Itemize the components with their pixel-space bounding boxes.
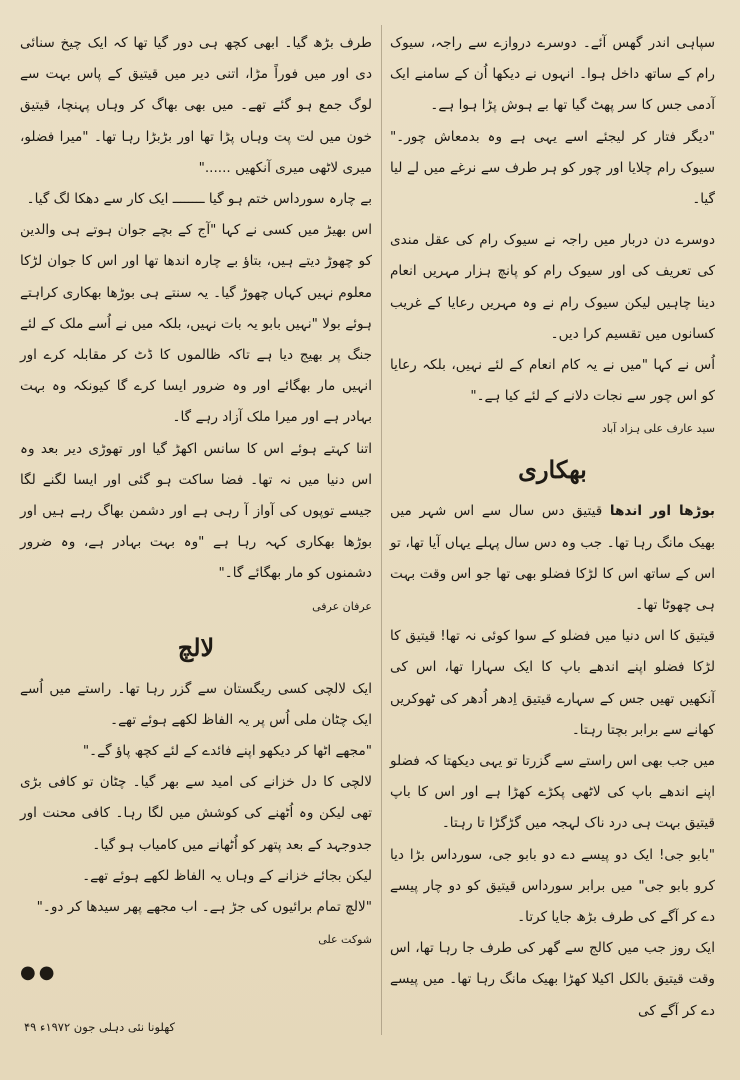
page-footer: کھلونا نئی دہلی جون ۱۹۷۲ء ۴۹: [24, 1020, 176, 1034]
story1-paragraph: "دیگر فتار کر لیجئے اسے یہی ہے وہ بدمعاش چور۔" سیوک رام چلایا اور چور کو ہر طرف سے نرغے میں لے لیا گیا۔: [390, 128, 715, 208]
story1-author: سید عارف علی ہزاد آباد: [601, 422, 715, 436]
story3-paragraph: "مجھے اٹھا کر دیکھو اپنے فائدے کے لئے کچھ پاؤ گے۔": [82, 743, 372, 760]
story3-author: شوکت علی: [318, 933, 372, 947]
story2-paragraph: میں جب بھی اس راستے سے گزرتا تو یہی دیکھتا کہ فضلو اپنے اندھے باپ کی لاٹھی پکڑے کھڑا ہے اور اس کا باپ قیتیق بہت ہی درد ناک لہجہ میں گڑگڑا تا رہتا۔: [390, 753, 715, 832]
story3-paragraph: "لالچ تمام برائیوں کی جڑ ہے۔ اب مجھے پھر سیدھا کر دو۔": [36, 899, 372, 916]
story2-paragraph: "بابو جی! ایک دو پیسے دے دو بابو جی، سورداس بڑا دیا کرو بابو جی" میں برابر سورداس قیتیق کو دو چار پیسے دے کر آگے کی طرف بڑھ جایا کرتا۔: [390, 846, 715, 926]
story1-paragraph: سپاہی اندر گھس آئے۔ دوسرے دروازے سے راجہ، سیوک رام کے ساتھ داخل ہوا۔ انہوں نے دیکھا اُن کے سامنے ایک آدمی جس کا سر پھٹ گیا تھا بے ہوش پڑا ہوا ہے۔: [390, 35, 715, 114]
story1-paragraph: اُس نے کہا "میں نے یہ کام انعام کے لئے نہیں، بلکہ رعایا کو اس چور سے نجات دلانے کے لئے کیا ہے۔": [390, 357, 715, 405]
right-column: [390, 28, 715, 1027]
end-marks: ●●: [20, 962, 58, 984]
story2-author: عرفان عرفی: [312, 599, 372, 613]
story2-continued-paragraph: اس بھیڑ میں کسی نے کہا "آج کے بچے جوان ہوتے ہی والدین کو چھوڑ دیتے ہیں، بتاؤ بے چارہ اندھا تھا اور اس کا جوان لڑکا معلوم نہیں کہاں چھوڑ گیا۔ یہ سنتے ہی بوڑھا بھکاری کراہتے ہوئے بولا "نہیں بابو یہ بات نہیں، بلکہ میں نے اُسے ملک کے لئے جنگ پر بھیج دیا ہے تاکہ ظالموں کا ڈٹ کر مقابلہ کرے اور انہیں مار بھگائے اور وہ ضرور ایسا کرے گا کیونکہ وہ بہت بہادر ہے اور میرا ملک آزاد رہے گا۔: [20, 222, 372, 426]
story2-title: بھکاری: [518, 455, 587, 485]
story2-continued-paragraph: طرف بڑھ گیا۔ ابھی کچھ ہی دور گیا تھا کہ ایک چیخ سنائی دی اور میں فوراً مڑا، اتنی دیر میں قیتیق کے پاس بہت سے لوگ جمع ہو گئے تھے۔ میں بھی بھاگ کر وہاں پہنچا، قیتیق خون میں لت پت وہاں پڑا تھا اور بڑبڑا رہا تھا۔ "میرا فضلو، میری لاٹھی میری آنکھیں ......": [20, 35, 372, 176]
story2-paragraph: قیتیق کا اس دنیا میں فضلو کے سوا کوئی نہ تھا! قیتیق کا لڑکا فضلو اپنے اندھے باپ کا ایک سہارا تھا، اس کی آنکھیں تھیں جس کے سہارے قیتیق اِدھر اُدھر کی ٹھوکریں کھانے سے برابر بچتا رہتا۔: [390, 628, 715, 738]
story2-paragraph-text: قیتیق دس سال سے اس شہر میں بھیک مانگ رہا تھا۔ جب وہ دس سال پہلے یہاں آیا تھا، تو اس کے ساتھ اس کا لڑکا فضلو بھی تھا جو اس وقت بہت ہی چھوٹا تھا۔: [390, 503, 715, 614]
left-column: [20, 28, 372, 988]
story2-paragraph: [390, 496, 715, 621]
story2-continued-paragraph: بے چارہ سورداس ختم ہو گیا ــــــــ ایک کار سے دھکا لگ گیا۔: [26, 191, 372, 208]
story3-paragraph: لالچی کا دل خزانے کی امید سے بھر گیا۔ چٹان تو کافی بڑی تھی لیکن وہ اُٹھنے کی کوشش میں لگا رہا۔ کافی محنت اور جدوجہد کے بعد پتھر کو اُٹھانے میں کامیاب ہو گیا۔: [20, 774, 372, 853]
story2-lead: بوڑھا اور اندھا: [609, 503, 716, 520]
story2-paragraph: ایک روز جب میں کالج سے گھر کی طرف جا رہا تھا، اس وقت قیتیق بالکل اکیلا کھڑا بھیک مانگ رہا تھا۔ میں پیسے دے کر آگے کی: [390, 940, 715, 1019]
column-divider: [381, 25, 382, 1035]
story1-paragraph: دوسرے دن دربار میں راجہ نے سیوک رام کی عقل مندی کی تعریف کی اور سیوک رام کو پانچ ہزار مہریں انعام دینا چاہیں لیکن سیوک رام نے وہ مہریں رعایا کے غریب کسانوں میں تقسیم کرا دیں۔: [390, 232, 715, 342]
story3-paragraph: لیکن بجائے خزانے کے وہاں یہ الفاظ لکھے ہوئے تھے۔: [82, 867, 372, 884]
story3-paragraph: ایک لالچی کسی ریگستان سے گزر رہا تھا۔ راستے میں اُسے ایک چٹان ملی اُس پر یہ الفاظ لکھے ہوئے تھے۔: [20, 680, 372, 728]
story2-continued-paragraph: اتنا کہتے ہوئے اس کا سانس اکھڑ گیا اور تھوڑی دیر بعد وہ اس دنیا میں نہ تھا۔ فضا ساکت ہو گئی اور ایسا لگنے لگا جیسے توپوں کی آواز آ رہی ہے اور دشمن بھاگ رہے ہیں اور بوڑھا بھکاری کہہ رہا ہے "وہ بہت بہادر ہے، وہ ضرور دشمنوں کو مار بھگائے گا۔": [20, 440, 372, 582]
story3-title: لالچ: [177, 632, 215, 662]
